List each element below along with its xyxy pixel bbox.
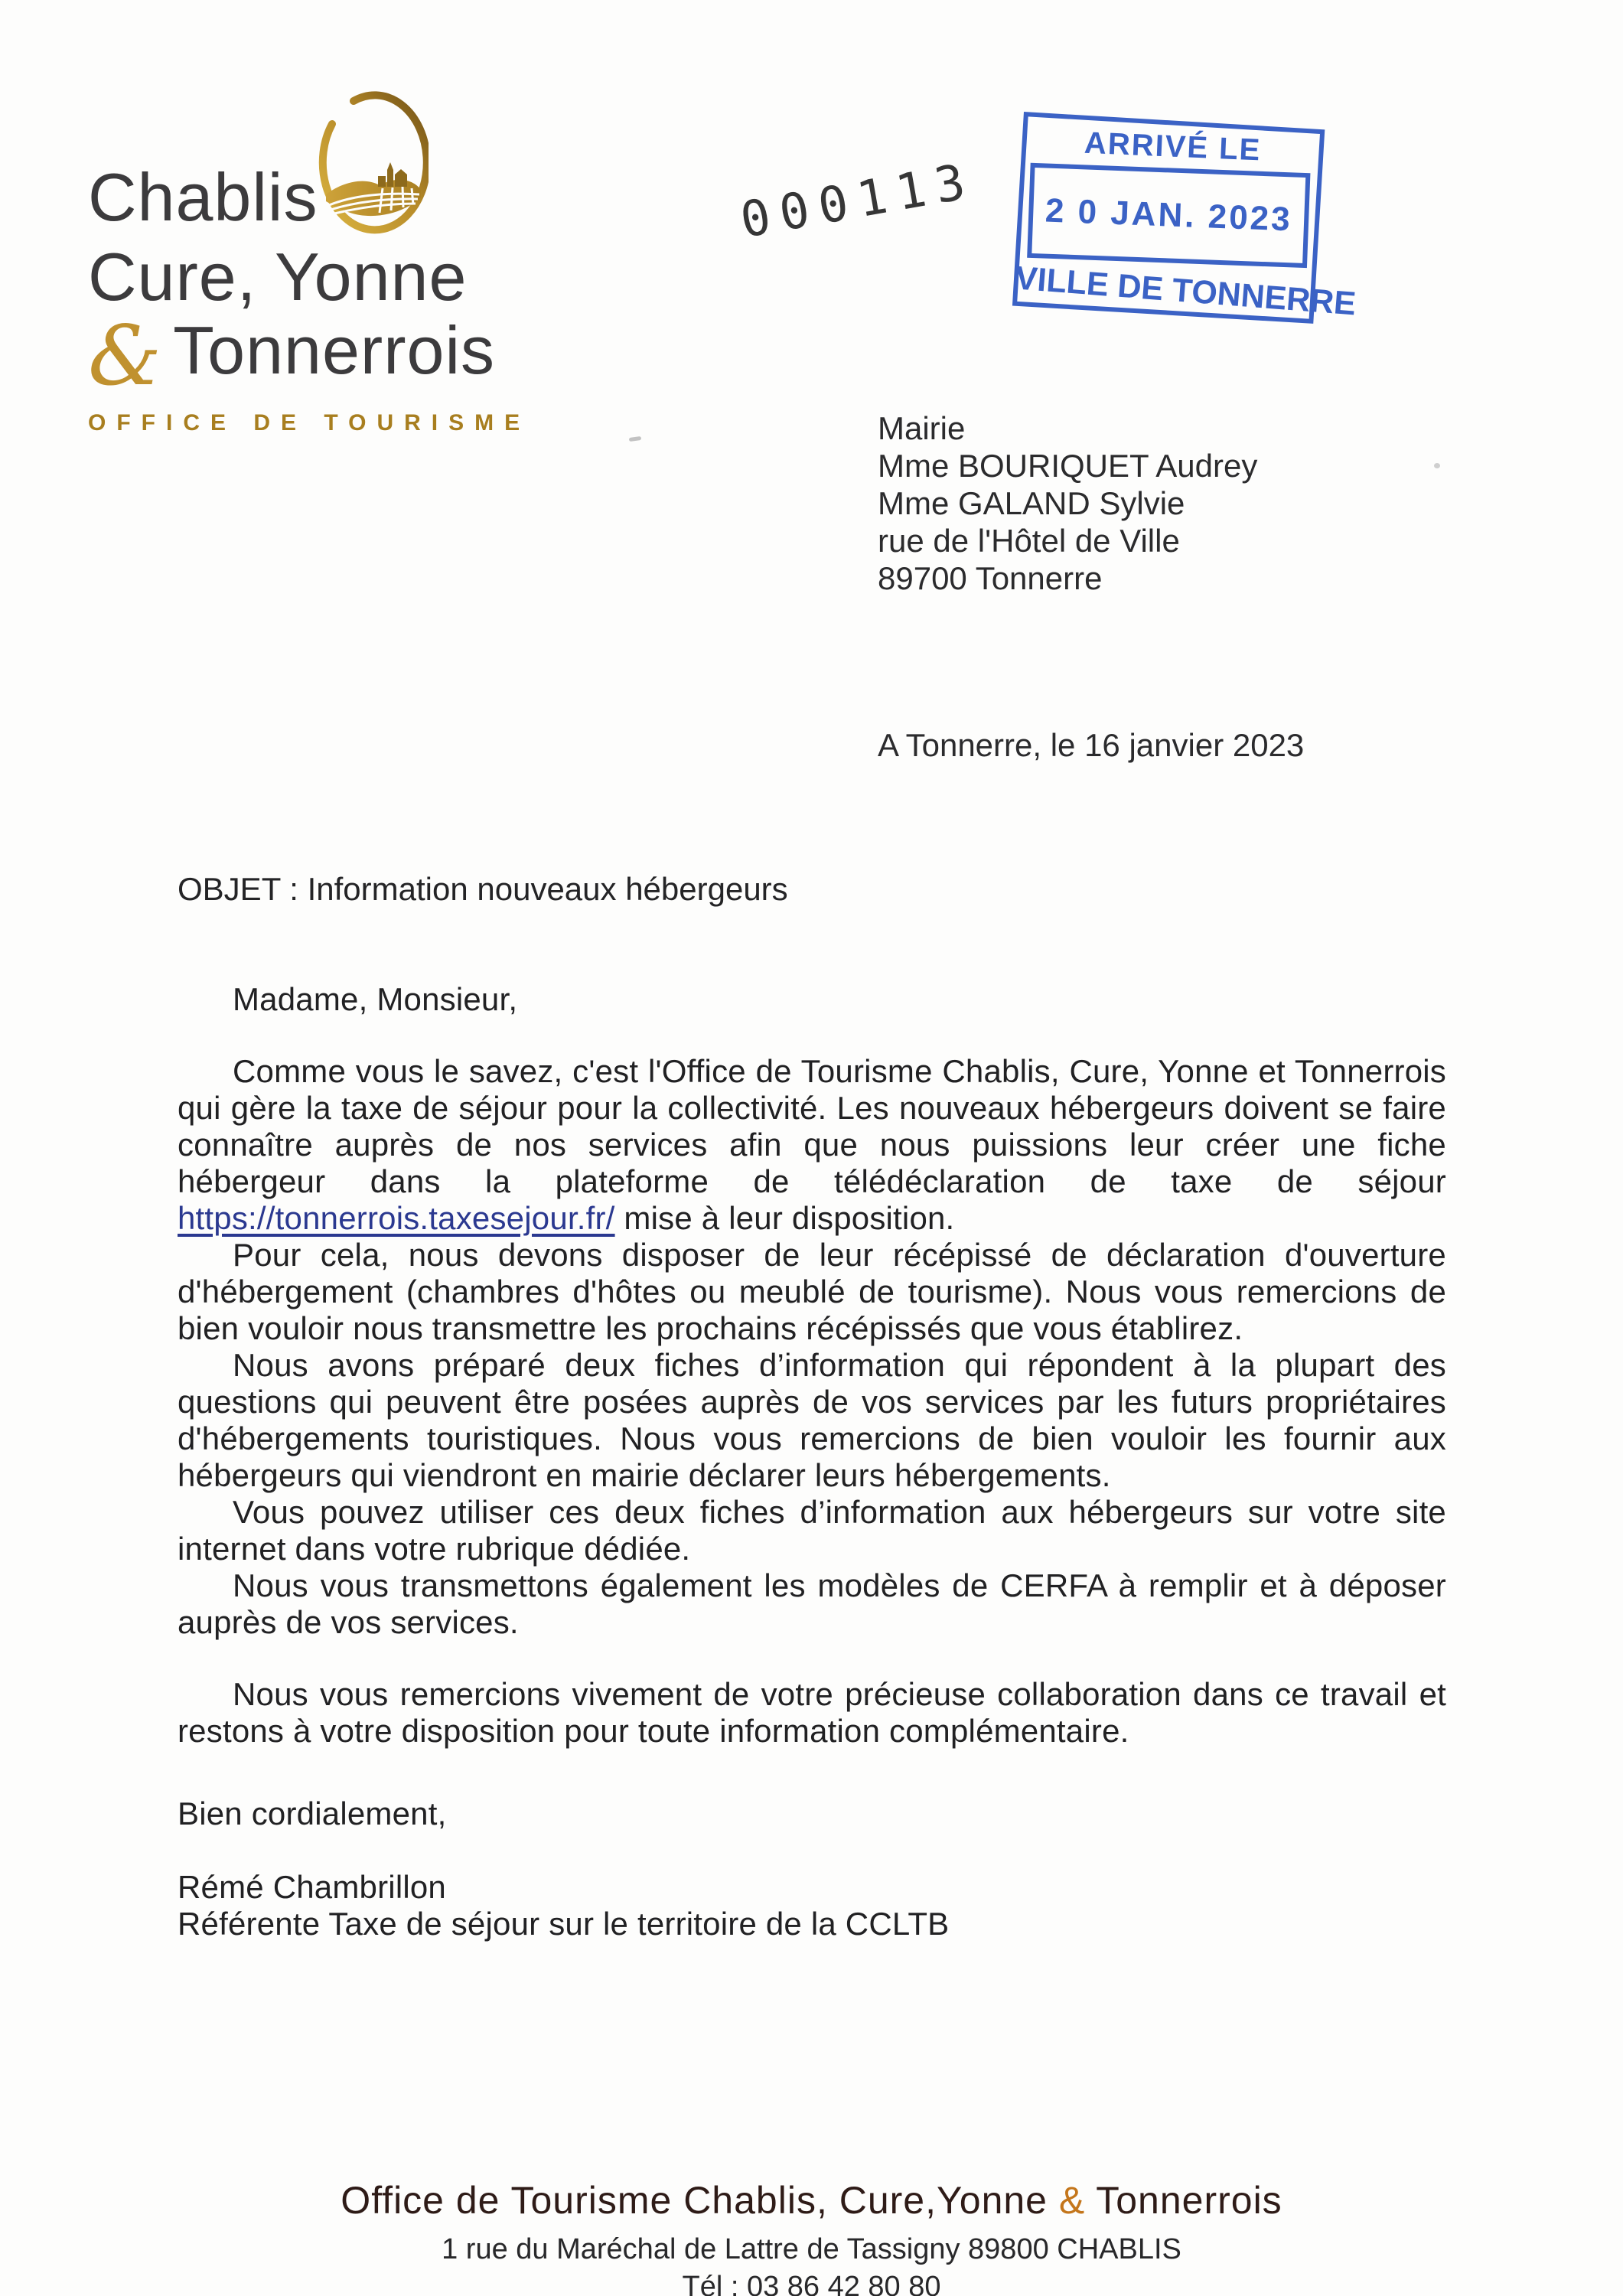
taxesejour-link[interactable]: https://tonnerrois.taxesejour.fr/: [178, 1200, 615, 1236]
body-paragraph: Vous pouvez utiliser ces deux fiches d’information aux hébergeurs sur votre site internet dans votre rubrique dédiée.: [178, 1494, 1446, 1567]
footer-office-name: [0, 2178, 1623, 2223]
body-paragraph: Pour cela, nous devons disposer de leur récépissé de déclaration d'ouverture d'hébergement (chambres d'hôtes ou meublé de tourisme). Nous vous remercions de bien vouloir nous transmettre les prochains récépissés que vous établirez.: [178, 1237, 1446, 1346]
body-paragraph: Nous avons préparé deux fiches d’information qui répondent à la plupart des questions qui peuvent être posées auprès de vos services par les futurs propriétaires d'hébergements touristiques. Nous vous remercions de bien vouloir les fournir aux hébergeurs qui viendront en mairie déclarer leurs hébergements.: [178, 1347, 1446, 1493]
body-paragraph: Nous vous transmettons également les modèles de CERFA à remplir et à déposer auprès de vos services.: [178, 1567, 1446, 1640]
recipient-line: rue de l'Hôtel de Ville: [878, 523, 1180, 559]
logo-subtitle: OFFICE DE TOURISME: [88, 410, 531, 435]
recipient-address-block: [878, 409, 1257, 597]
footer-address: 1 rue du Maréchal de Lattre de Tassigny 89800 CHABLIS: [442, 2233, 1181, 2265]
recipient-line: Mme BOURIQUET Audrey: [878, 448, 1258, 484]
salutation: Madame, Monsieur,: [233, 981, 518, 1017]
paragraph-text: mise à leur disposition.: [614, 1200, 955, 1236]
recipient-line: 89700 Tonnerre: [878, 560, 1103, 596]
arrival-stamp-title: ARRIVÉ LE: [1084, 126, 1263, 168]
footer-office-name-text: Tonnerrois: [1085, 2179, 1282, 2222]
paragraph-text: Comme vous le savez, c'est l'Office de Tourisme Chablis, Cure, Yonne et Tonnerrois qui gère la taxe de séjour pour la collectivité. Les nouveaux hébergeurs doivent se faire connaître auprès de nos services afin que nous puissions leur créer une fiche hébergeur dans la plateforme de télédéclaration de taxe de séjour: [178, 1053, 1446, 1199]
signature-role: Référente Taxe de séjour sur le territoire de la CCLTB: [178, 1906, 950, 1942]
recipient-line: Mairie: [878, 410, 966, 446]
letter-body: [178, 981, 1446, 1942]
scan-speck: [629, 436, 642, 442]
arrival-stamp-city: VILLE DE TONNERRE: [1014, 259, 1357, 323]
logo-line-cure-yonne: Cure, Yonne: [88, 239, 468, 315]
signature-name: Rémé Chambrillon: [178, 1869, 446, 1905]
reference-number-stamp: 000113: [736, 152, 979, 249]
body-paragraph: [178, 1053, 1446, 1237]
body-paragraph: Nous vous remercions vivement de votre précieuse collaboration dans ce travail et restons à votre disposition pour toute information complémentaire.: [178, 1676, 1446, 1749]
recipient-line: Mme GALAND Sylvie: [878, 485, 1185, 521]
logo-line-tonnerrois-text: Tonnerrois: [173, 312, 496, 388]
logo-line-chablis: Chablis: [88, 159, 318, 235]
arrival-stamp-date: 2 0 JAN. 2023: [1045, 191, 1293, 239]
vineyard-emblem-icon: [306, 90, 429, 247]
subject-line: OBJET : Information nouveaux hébergeurs: [178, 871, 788, 907]
arrival-stamp: [1012, 112, 1357, 324]
ampersand-glyph: &: [88, 308, 163, 404]
closing: Bien cordialement,: [178, 1795, 447, 1831]
logo-line-tonnerrois: [88, 308, 530, 404]
arrival-stamp-date-box: [1027, 163, 1310, 268]
dateline: A Tonnerre, le 16 janvier 2023: [878, 727, 1305, 763]
footer-office-name-text: Office de Tourisme Chablis, Cure,Yonne: [341, 2179, 1059, 2222]
footer-phone: Tél : 03 86 42 80 80: [682, 2271, 941, 2296]
scan-speck: [1434, 463, 1440, 468]
letterhead-footer: [0, 2178, 1623, 2296]
footer-ampersand: &: [1058, 2179, 1086, 2222]
